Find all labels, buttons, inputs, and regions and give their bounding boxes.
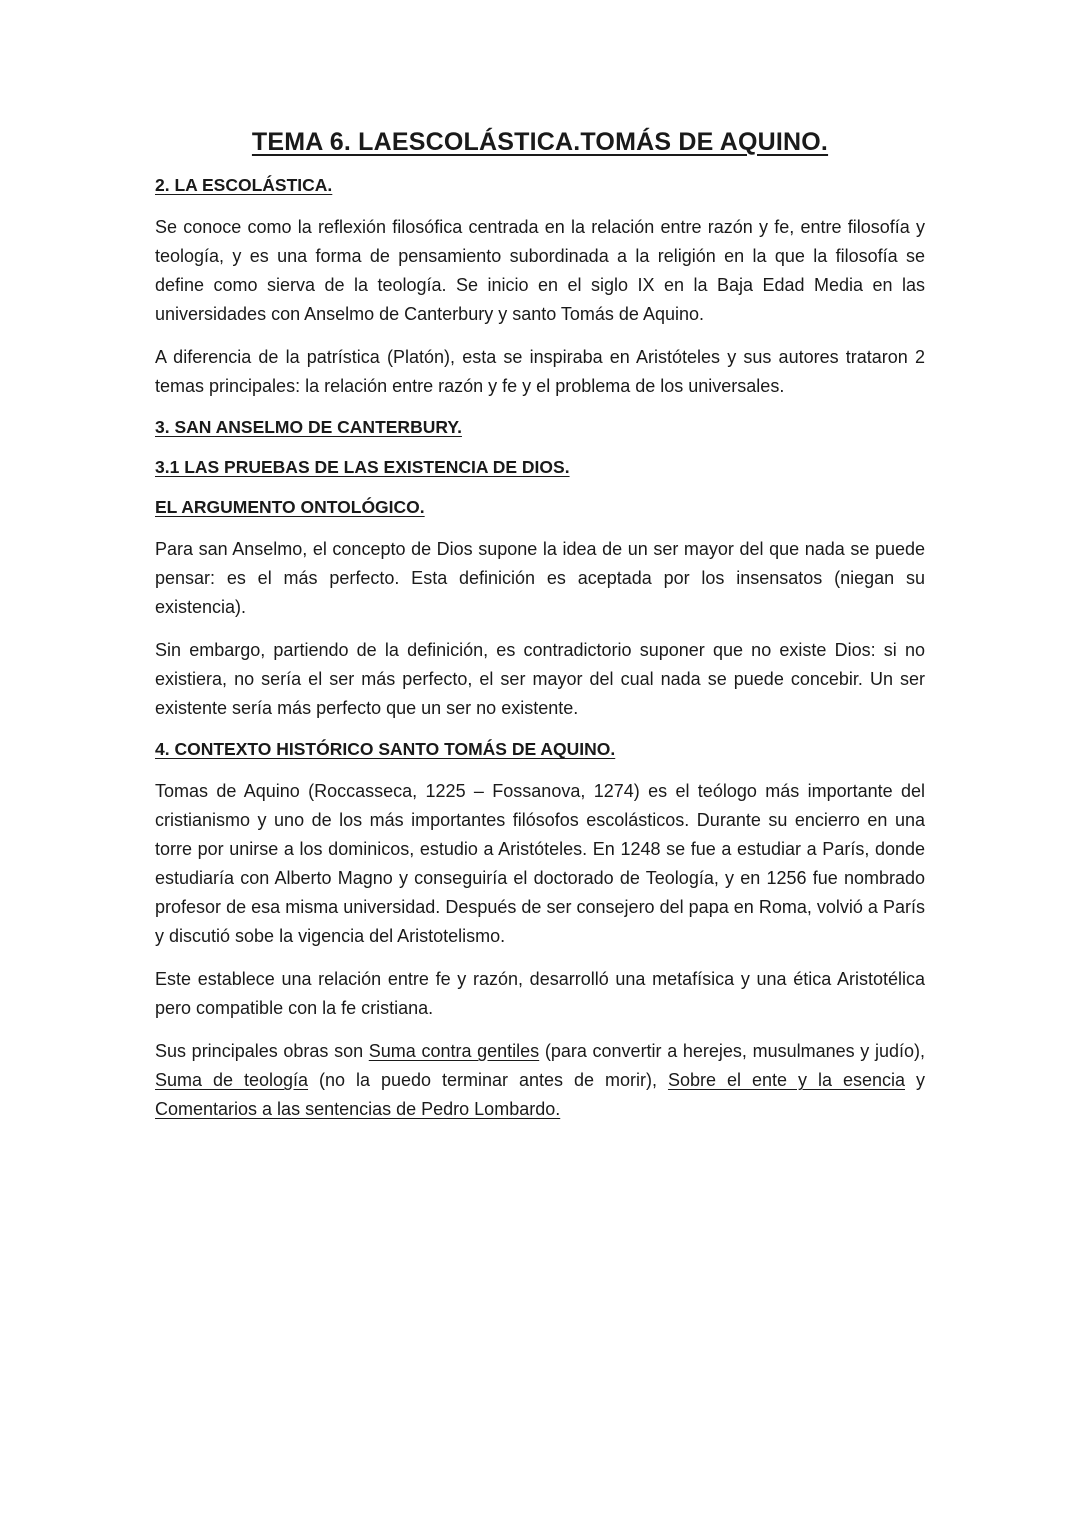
subheading-argumento-ontologico: EL ARGUMENTO ONTOLÓGICO. [155, 497, 425, 517]
work-suma-de-teologia: Suma de teología [155, 1070, 309, 1090]
works-text-1: Sus principales obras son [155, 1041, 369, 1061]
work-suma-contra-gentiles: Suma contra gentiles [368, 1041, 540, 1061]
work-sobre-el-ente: Sobre el ente y la esencia [667, 1070, 905, 1090]
page-title: TEMA 6. LAESCOLÁSTICA.TOMÁS DE AQUINO. [251, 128, 829, 156]
subheading-pruebas: 3.1 LAS PRUEBAS DE LAS EXISTENCIA DE DIOS. [155, 457, 570, 477]
paragraph-anselmo-2: Sin embargo, partiendo de la definición, es contradictorio suponer que no existe Dios: si no existiera, no sería el ser más perfecto, el ser mayor del cual nada se puede concebir. Un ser existente sería más perfecto que un ser no existente. [155, 640, 925, 718]
paragraph-tomas-works [155, 1037, 925, 1124]
paragraph-tomas-2: Este establece una relación entre fe y razón, desarrolló una metafísica y una ética Aristotélica pero compatible con la fe cristiana. [155, 969, 925, 1018]
works-text-4: y [904, 1070, 925, 1090]
section-heading-anselmo: 3. SAN ANSELMO DE CANTERBURY. [155, 417, 462, 437]
paragraph-tomas-1: Tomas de Aquino (Roccasseca, 1225 – Fossanova, 1274) es el teólogo más importante del cristianismo y uno de los más importantes filósofos escolásticos. Durante su encierro en una torre por unirse a los dominicos, estudio a Aristóteles. En 1248 se fue a estudiar a París, donde estudiaría con Alberto Magno y conseguiría el doctorado de Teología, y en 1256 fue nombrado profesor de esa misma universidad. Después de ser consejero del papa en Roma, volvió a París y discutió sobe la vigencia del Aristotelismo. [155, 781, 925, 946]
section-heading-tomas: 4. CONTEXTO HISTÓRICO SANTO TOMÁS DE AQUINO. [155, 739, 616, 759]
works-text-2: (para convertir a herejes, musulmanes y judío), [539, 1041, 925, 1061]
work-comentarios: Comentarios a las sentencias de Pedro Lombardo. [155, 1099, 561, 1119]
paragraph-escolastica-1: Se conoce como la reflexión filosófica centrada en la relación entre razón y fe, entre filosofía y teología, y es una forma de pensamiento subordinada a la religión en la que la filosofía se define como sierva de la teología. Se inicio en el siglo IX en la Baja Edad Media en las universidades con Anselmo de Canterbury y santo Tomás de Aquino. [155, 217, 925, 324]
paragraph-anselmo-1: Para san Anselmo, el concepto de Dios supone la idea de un ser mayor del que nada se puede pensar: es el más perfecto. Esta definición es aceptada por los insensatos (niegan su existencia). [155, 539, 925, 617]
document-page [155, 128, 925, 1138]
section-heading-escolastica: 2. LA ESCOLÁSTICA. [155, 175, 333, 195]
works-text-3: (no la puedo terminar antes de morir), [308, 1070, 668, 1090]
paragraph-escolastica-2: A diferencia de la patrística (Platón), esta se inspiraba en Aristóteles y sus autores trataron 2 temas principales: la relación entre razón y fe y el problema de los universales. [155, 347, 925, 396]
